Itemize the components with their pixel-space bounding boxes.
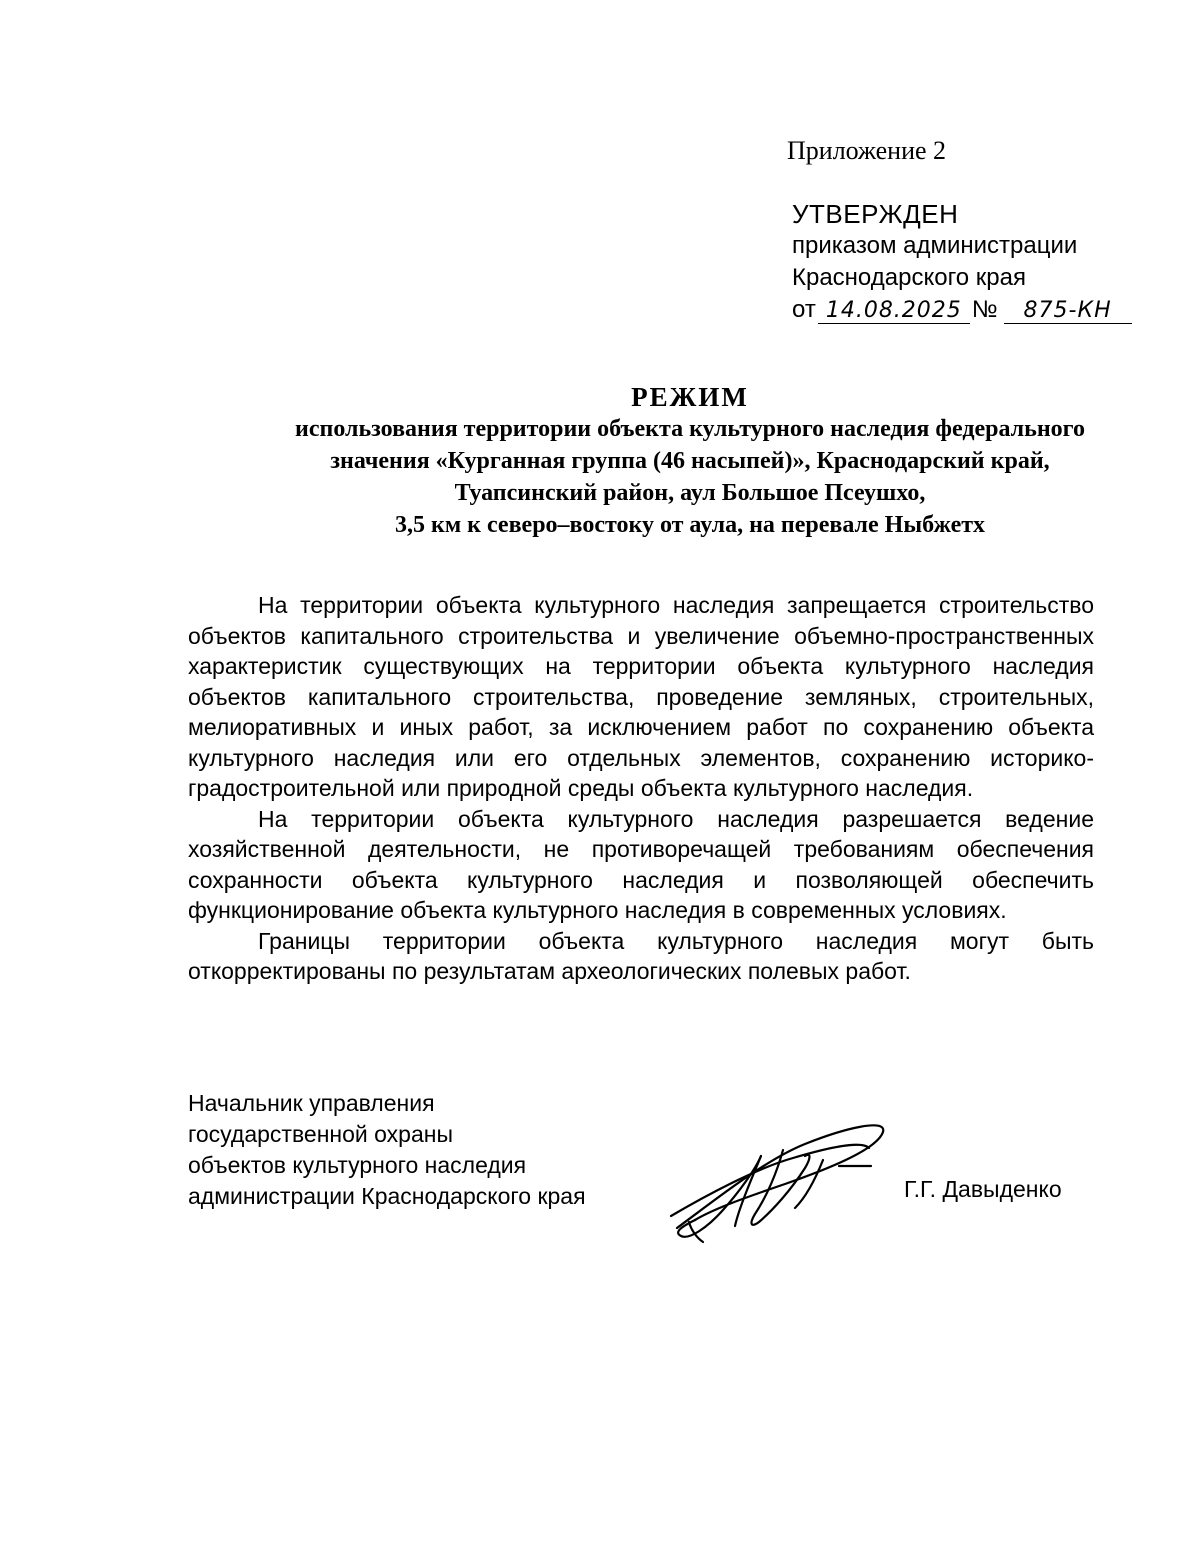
approval-line-1: приказом администрации [792,232,1078,259]
paragraph-2: На территории объекта культурного наследия разрешается ведение хозяйственной деятельности, не противоречащей требованиям обеспечения сохранности объекта культурного наследия и позволяющей обеспечить функционирование объекта культурного наследия в современных условиях. [188,805,1094,923]
signatory-name: Г.Г. Давыденко [904,1176,1062,1202]
approval-date: 14.08.2025 [818,299,970,324]
paragraph-3: Границы территории объекта культурного наследия могут быть откорректированы по результатам археологических полевых работ. [188,927,1094,984]
approval-block [792,198,1132,326]
title-line-3: Туапсинский район, аул Большое Псеушхо, [454,480,926,506]
approval-line-2: Краснодарского края [792,264,1026,291]
title-line-4: 3,5 км к северо–востоку от аула, на перевале Ныбжетх [394,512,986,538]
number-prefix: № [971,296,998,323]
approval-number: 875-КН [1004,299,1132,324]
title-line-1: использования территории объекта культурного наследия федерального [295,416,1085,442]
approval-heading: УТВЕРЖДЕН [792,199,959,229]
signatory-position-line-2: государственной охраны [188,1121,453,1147]
handwritten-signature [655,1110,895,1250]
document-title [150,381,1200,541]
appendix-label: Приложение 2 [787,136,947,165]
signatory-position-line-3: объектов культурного наследия [188,1152,527,1178]
signatory-position [188,1088,586,1212]
title-line-2: значения «Курганная группа (46 насыпей)», Краснодарский край, [330,448,1050,474]
document-body [188,590,1094,987]
paragraph-1: На территории объекта культурного наследия запрещается строительство объектов капитального строительства и увеличение объемно-пространственных характеристик существующих на территории объекта культурного наследия объектов капитального строительства, проведение земляных, строительных, мелиоративных и иных работ, за исключением работ по сохранению объекта культурного наследия или его отдельных элементов, сохранению историко-градостроительной или природной среды объекта культурного наследия. [188,592,1094,801]
title-heading: РЕЖИМ [631,382,749,412]
date-prefix: от [792,296,816,323]
signatory-position-line-4: администрации Краснодарского края [188,1183,586,1209]
signatory-position-line-1: Начальник управления [188,1090,435,1116]
approval-date-line [792,294,1132,326]
